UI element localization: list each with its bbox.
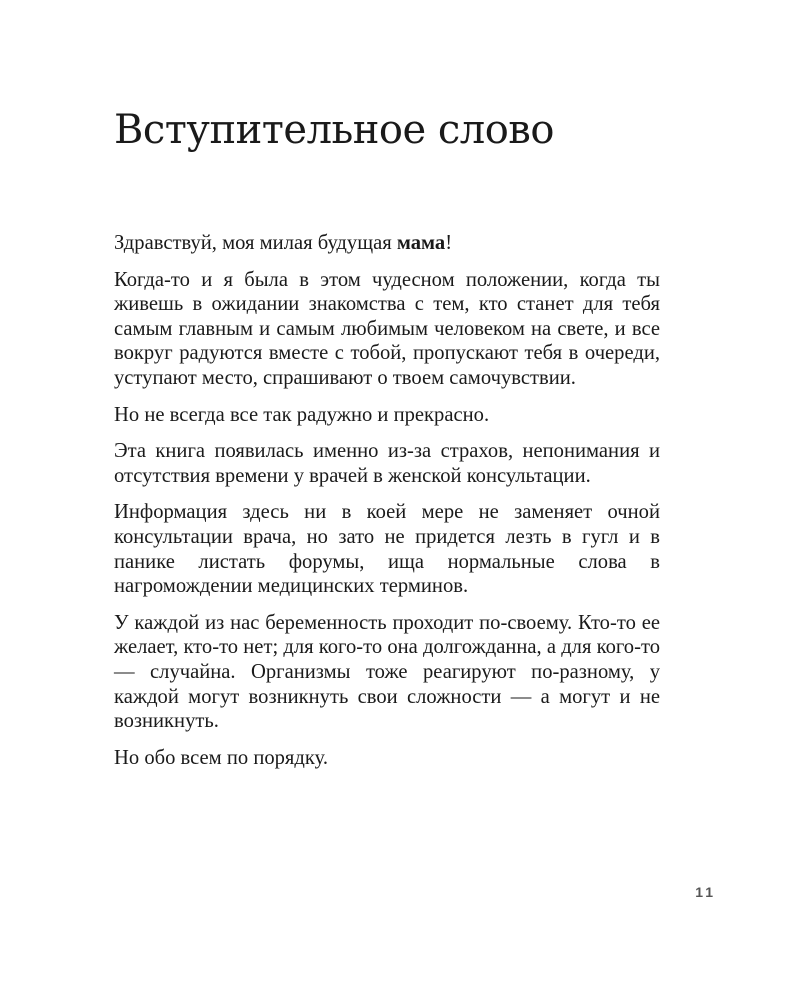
paragraph: Но обо всем по порядку.	[114, 746, 328, 769]
paragraph: Но не всегда все так радужно и прекрасно.	[114, 403, 490, 426]
chapter-title: Вступительное слово	[114, 107, 554, 153]
paragraph: Когда-то и я была в этом чудесном положении, когда ты живешь в ожидании знакомства с тем, кто станет для тебя самым главным и самым любимым человеком на свете, и все вокруг радуются вместе с тобой, пропускают тебя в очереди, уступают место, спрашивают о твоем самочувствии.	[114, 268, 660, 389]
page-number: 11	[695, 884, 716, 900]
greeting-text: Здравствуй, моя милая будущая	[114, 232, 397, 254]
paragraph: Информация здесь ни в коей мере не заменяет очной консультации врача, но зато не придется лезть в гугл и в панике листать форумы, ища нормальные слова в нагромождении медицинских терминов.	[114, 501, 660, 598]
chapter-body	[114, 231, 660, 770]
paragraph: Эта книга появилась именно из-за страхов, непонимания и отсутствия времени у врачей в женской консультации.	[114, 440, 660, 487]
greeting-paragraph	[114, 231, 660, 256]
greeting-emphasis: мама	[396, 232, 446, 254]
paragraph: У каждой из нас беременность проходит по-своему. Кто-то ее желает, кто-то нет; для кого-то она долгожданна, а для кого-то — случайна. Организмы тоже реагируют по-разному, у каждой могут возникнуть свои сложности — а могут и не возникнуть.	[114, 611, 660, 733]
greeting-punctuation: !	[445, 232, 453, 254]
